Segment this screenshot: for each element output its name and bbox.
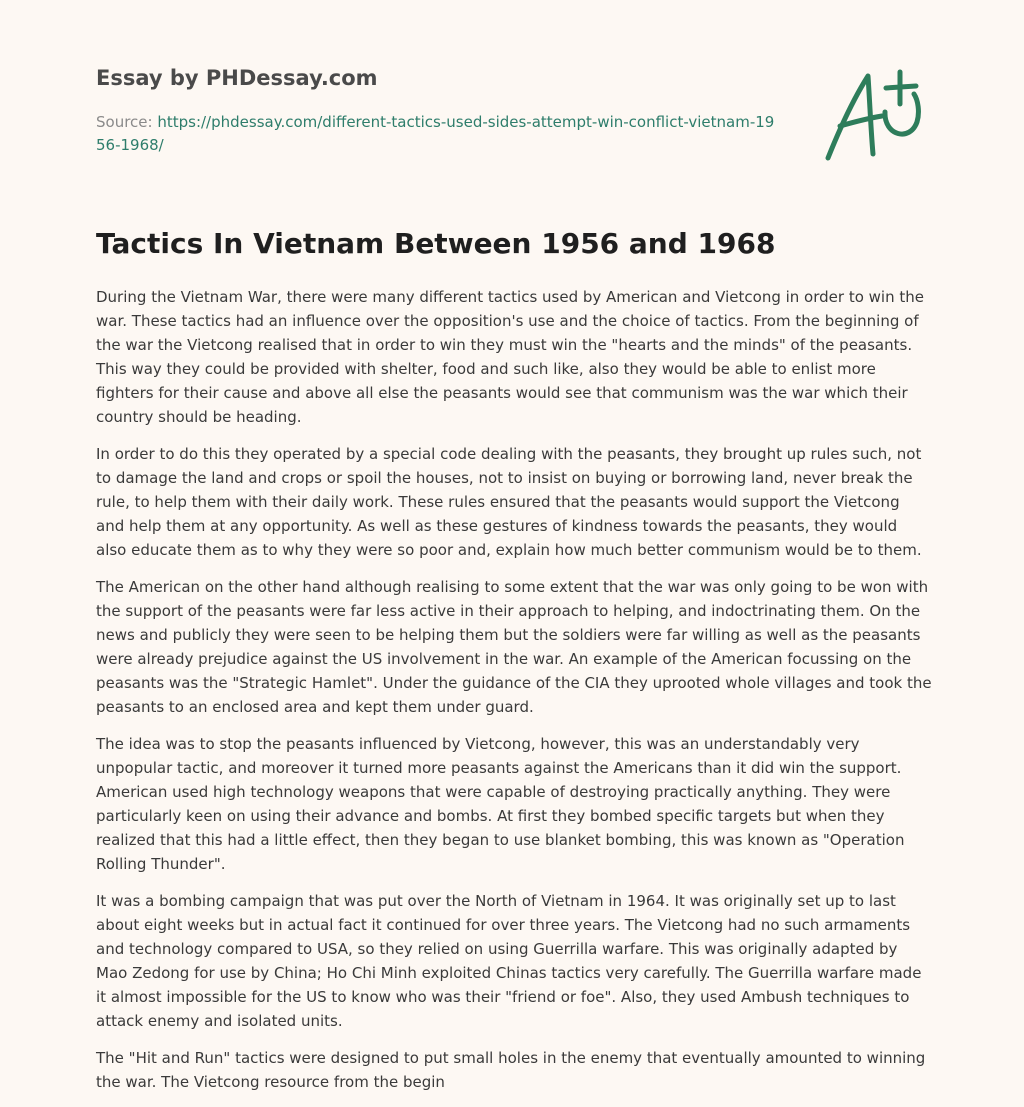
essay-paragraph: It was a bombing campaign that was put over the North of Vietnam in 1964. It was originally set up to last about eight weeks but in actual fact it continued for over three years. The Vietcong had no such armaments and technology compared to USA, so they relied on using Guerrilla warfare. This was originally adapted by Mao Zedong for use by China; Ho Chi Minh exploited Chinas tactics very carefully. The Guerrilla warfare made it almost impossible for the US to know who was their "friend or foe". Also, they used Ambush techniques to attack enemy and isolated units. — [96, 892, 922, 1030]
essay-paragraph: The idea was to stop the peasants influenced by Vietcong, however, this was an understandably very unpopular tactic, and moreover it turned more peasants against the Americans than it did win the support. American used high technology weapons that were capable of destroying practically anything. They were particularly keen on using their advance and bombs. At first they bombed specific targets but when they realized that this had a little effect, then they began to use blanket bombing, this was known as "Operation Rolling Thunder". — [96, 735, 905, 873]
site-title: Essay by PHDessay.com — [96, 66, 378, 90]
source-label: Source: — [96, 113, 158, 131]
essay-paragraph: In order to do this they operated by a special code dealing with the peasants, they brought up rules such, not to damage the land and crops or spoil the houses, not to insist on buying or borrowing land, never break the rule, to help them with their daily work. These rules ensured that the peasants would support the Vietcong and help them at any opportunity. As well as these gestures of kindness towards the peasants, they would also educate them as to why they were so poor and, explain how much better communism would be to them. — [96, 445, 922, 559]
source-link[interactable]: https://phdessay.com/different-tactics-used-sides-attempt-win-conflict-vietnam-1956-1968/ — [96, 113, 775, 154]
essay-paragraph: During the Vietnam War, there were many different tactics used by American and Vietcong in order to win the war. These tactics had an influence over the opposition's use and the choice of tactics. From the beginning of the war the Vietcong realised that in order to win they must win the "hearts and the minds" of the peasants. This way they could be provided with shelter, food and such like, also they would be able to enlist more fighters for their cause and above all else the peasants would see that communism was the war which their country should be heading. — [96, 288, 924, 426]
a-plus-logo-icon — [818, 66, 928, 166]
essay-body — [96, 285, 932, 1107]
essay-paragraph: The "Hit and Run" tactics were designed to put small holes in the enemy that eventually amounted to winning the war. The Vietcong resource from the begin — [96, 1049, 926, 1091]
essay-title: Tactics In Vietnam Between 1956 and 1968 — [96, 227, 776, 260]
essay-paragraph: The American on the other hand although realising to some extent that the war was only going to be won with the support of the peasants were far less active in their approach to helping, and indoctrinating them. On the news and publicly they were seen to be helping them but the soldiers were far willing as well as the peasants were already prejudice against the US involvement in the war. An example of the American focussing on the peasants was the "Strategic Hamlet". Under the guidance of the CIA they uprooted whole villages and took the peasants to an enclosed area and kept them under guard. — [96, 578, 932, 716]
source-line — [96, 111, 776, 157]
